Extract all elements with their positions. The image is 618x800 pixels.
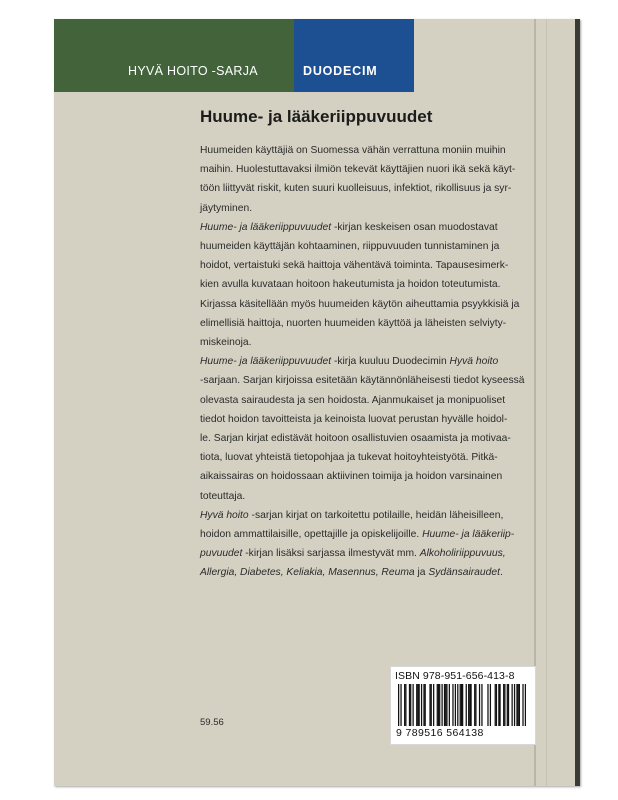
- barcode-digits: 9 789516 564138: [396, 727, 484, 739]
- barcode-bar: [475, 684, 476, 726]
- barcode-bar: [518, 684, 519, 726]
- barcode-bar: [431, 684, 432, 726]
- barcode-bar: [487, 684, 488, 726]
- barcode-bar: [469, 684, 470, 726]
- barcode-bar: [503, 684, 504, 726]
- cover-edge: [575, 19, 580, 786]
- barcode-bar: [405, 684, 406, 726]
- barcode-bar: [452, 684, 453, 726]
- barcode-bar: [498, 684, 499, 726]
- barcode-bar: [460, 684, 461, 726]
- barcode-bar: [437, 684, 438, 726]
- blurb-text: [200, 141, 532, 583]
- barcode-bar: [409, 684, 410, 726]
- barcode: [398, 684, 526, 726]
- barcode-bar: [470, 684, 471, 726]
- barcode-bar: [466, 684, 467, 726]
- blurb-line: -sarjaan. Sarjan kirjoissa esitetään käytännönläheisesti tiedot kyseessä: [200, 375, 525, 387]
- blurb-line: huumeiden käyttäjän kohtaaminen, riippuvuuden tunnistaminen ja: [200, 241, 500, 253]
- series-name: HYVÄ HOITO -SARJA: [128, 64, 258, 78]
- blurb-line: Huume- ja lääkeriippuvuudet -kirja kuuluu Duodecimin Hyvä hoito: [200, 356, 499, 368]
- barcode-bar: [438, 684, 439, 726]
- blurb-line: puvuudet -kirjan lisäksi sarjassa ilmestyvät mm. Alkoholiriippuvuus,: [200, 548, 506, 560]
- barcode-bar: [499, 684, 500, 726]
- barcode-bar: [522, 684, 523, 726]
- isbn-label: ISBN 978-951-656-413-8: [395, 670, 515, 682]
- barcode-bar: [457, 684, 458, 726]
- blurb-line: kien avulla kuvataan hoitoon hakeutumista ja hoidon toteutumista.: [200, 279, 501, 291]
- barcode-bar: [416, 684, 417, 726]
- price-code: 59.56: [200, 717, 224, 728]
- barcode-bar: [479, 684, 480, 726]
- blurb-line: Kirjassa käsitellään myös huumeiden käytön aiheuttamia psyykkisiä ja: [200, 298, 520, 310]
- barcode-bar: [446, 684, 447, 726]
- barcode-bar: [425, 684, 426, 726]
- barcode-bar: [508, 684, 509, 726]
- barcode-bar: [507, 684, 508, 726]
- barcode-bar: [421, 684, 422, 726]
- barcode-bar: [519, 684, 520, 726]
- blurb-line: miskeinoja.: [200, 337, 252, 349]
- barcode-bar: [514, 684, 515, 726]
- barcode-bar: [468, 684, 469, 726]
- barcode-bar: [398, 684, 399, 726]
- barcode-bar: [423, 684, 424, 726]
- blurb-line: hoidot, vertaistuki sekä haittoja vähentävä toiminta. Tapausesimerk-: [200, 260, 509, 272]
- barcode-bar: [516, 684, 517, 726]
- book-title: Huume- ja lääkeriippuvuudet: [200, 107, 433, 126]
- publisher-name: DUODECIM: [303, 64, 378, 78]
- barcode-bar: [417, 684, 418, 726]
- blurb-line: hoidon ammattilaisille, opettajille ja opiskelijoille. Huume- ja lääkeriip-: [200, 529, 515, 541]
- blurb-line: töön liittyvät riskit, kuten suuri kuolleisuus, infektiot, rikollisuus ja syr-: [200, 183, 512, 195]
- blurb-line: olevasta sairaudesta ja sen hoidosta. Ajanmukaiset ja monipuoliset: [200, 394, 506, 406]
- barcode-bar: [404, 684, 405, 726]
- blurb-line: jäytyminen.: [200, 202, 253, 214]
- blurb-line: tiedot hoidon tavoitteista ja keinoista luovat perustan hyvälle hoidol-: [200, 413, 508, 425]
- cover-hinge-line-2: [546, 19, 547, 786]
- barcode-bar: [490, 684, 491, 726]
- barcode-bar: [412, 684, 413, 726]
- barcode-bar: [496, 684, 497, 726]
- barcode-bar: [461, 684, 462, 726]
- barcode-bar: [444, 684, 445, 726]
- barcode-bar: [455, 684, 456, 726]
- barcode-bar: [525, 684, 526, 726]
- blurb-line: Allergia, Diabetes, Keliakia, Masennus, Reuma ja Sydänsairaudet.: [200, 567, 503, 579]
- series-band: [54, 19, 294, 92]
- blurb-line: Hyvä hoito -sarjan kirjat on tarkoitettu potilaille, heidän läheisilleen,: [200, 509, 504, 521]
- blurb-line: elimellisiä haittoja, nuorten huumeiden käyttöä ja läheisten selviyty-: [200, 317, 507, 329]
- barcode-bar: [433, 684, 434, 726]
- barcode-bar: [462, 684, 463, 726]
- barcode-bar: [410, 684, 411, 726]
- barcode-bar: [495, 684, 496, 726]
- blurb-line: aikaissairas on hoidossaan aktiivinen toimija ja hoidon varsinainen: [200, 471, 503, 483]
- barcode-bar: [439, 684, 440, 726]
- barcode-bar: [429, 684, 430, 726]
- blurb-line: tiota, luovat yhteistä tietopohjaa ja tukevat hoitoyhteistyötä. Pitkä-: [200, 452, 498, 464]
- barcode-bar: [441, 684, 442, 726]
- blurb-line: Huume- ja lääkeriippuvuudet -kirjan keskeisen osan muodostavat: [200, 221, 498, 233]
- barcode-bar: [445, 684, 446, 726]
- blurb-line: toteuttaja.: [200, 490, 246, 502]
- publisher-band: [294, 19, 414, 92]
- blurb-line: maihin. Huolestuttavaksi ilmiön tekevät käyttäjien nuori ikä sekä käyt-: [200, 164, 516, 176]
- blurb-line: le. Sarjan kirjat edistävät hoitoon osallistuvien osaamista ja motivaa-: [200, 433, 511, 445]
- barcode-bar: [419, 684, 420, 726]
- barcode-bar: [474, 684, 475, 726]
- barcode-bar: [481, 684, 482, 726]
- barcode-bar: [512, 684, 513, 726]
- barcode-bar: [400, 684, 401, 726]
- blurb-line: Huumeiden käyttäjiä on Suomessa vähän verrattuna moniin muihin: [200, 145, 506, 156]
- barcode-bar: [504, 684, 505, 726]
- barcode-bar: [449, 684, 450, 726]
